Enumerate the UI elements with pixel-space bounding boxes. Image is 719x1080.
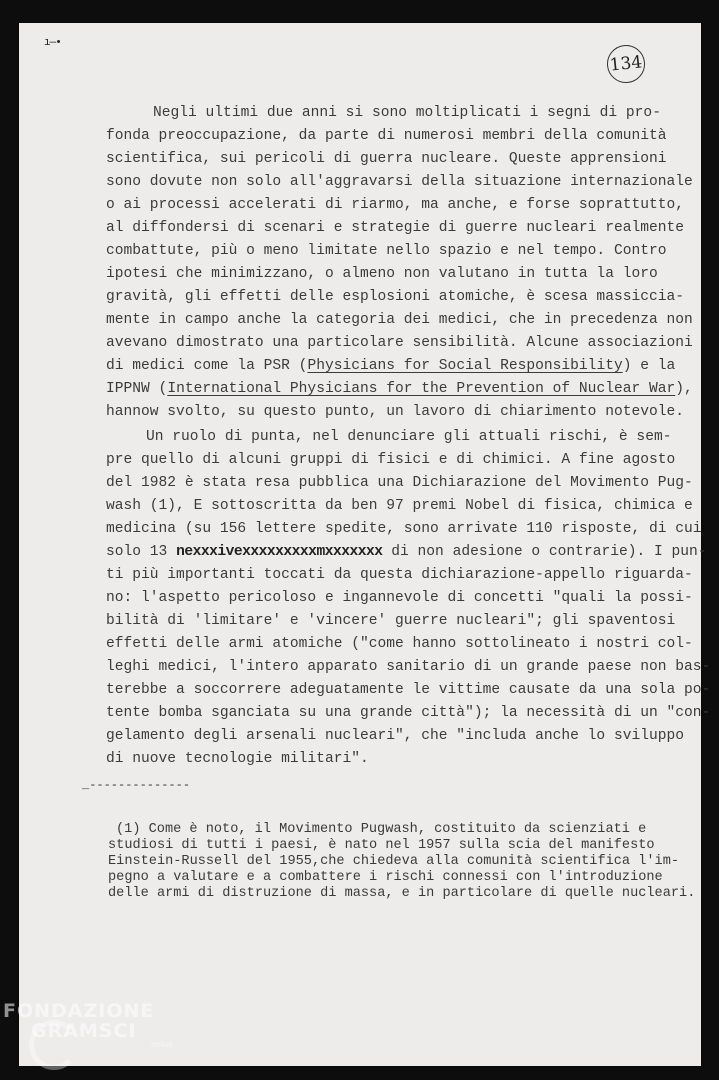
footnote-line: Einstein-Russell del 1955,che chiedeva alla comunità scientifica l'im-: [108, 854, 680, 869]
text-line: ipotesi che minimizzano, o almeno non valutano in tutta la loro: [106, 266, 658, 282]
text-line: medicina (su 156 lettere spedite, sono arrivate 110 risposte, di cui: [106, 521, 702, 537]
text-line: [106, 357, 675, 375]
text-line: o ai processi accelerati di riarmo, ma anche, e forse soprattutto,: [106, 197, 685, 213]
footnote-line: studiosi di tutti i paesi, è nato nel 1957 sulla scia del manifesto: [108, 838, 655, 853]
text-line: [106, 543, 707, 561]
text-fragment: IPPNW (: [106, 381, 168, 397]
gramsci-logo-icon: [29, 1020, 79, 1070]
text-fragment: solo 13: [106, 544, 177, 560]
text-line: terebbe a soccorrere adeguatamente le vittime causate da una sola po-: [106, 682, 711, 698]
text-line: ti più importanti toccati da questa dichiarazione-appello riguarda-: [106, 567, 693, 583]
text-line: Negli ultimi due anni si sono moltiplicati i segni di pro-: [153, 105, 661, 121]
text-line: gravità, gli effetti delle esplosioni atomiche, è scesa massiccia-: [106, 289, 685, 305]
text-fragment: ) e la: [622, 358, 676, 374]
text-line: tente bomba sganciata su una grande città"); la necessità di un "con-: [106, 705, 711, 721]
archive-watermark: [3, 1000, 172, 1049]
text-line: mente in campo anche la categoria dei medici, che in precedenza non: [106, 312, 693, 328]
text-line: pre quello di alcuni gruppi di fisici e di chimici. A fine agosto: [106, 452, 676, 468]
text-fragment: di non adesione o contrarie). I pun-: [382, 544, 707, 560]
text-line: scientifica, sui pericoli di guerra nucleare. Queste apprensioni: [106, 151, 667, 167]
footnote-line: (1) Come è noto, il Movimento Pugwash, costituito da scienziati e: [116, 822, 647, 837]
text-line: combattute, più o meno limitate nello spazio e nel tempo. Contro: [106, 243, 667, 259]
text-line: Un ruolo di punta, nel denunciare gli attuali rischi, è sem-: [146, 429, 672, 445]
text-line: gelamento degli arsenali nucleari", che "includa anche lo sviluppo: [106, 728, 685, 744]
text-fragment: ),: [675, 381, 693, 397]
text-line: avevano dimostrato una particolare sensibilità. Alcune associazioni: [106, 335, 693, 351]
text-line: [106, 380, 693, 398]
text-line: di nuove tecnologie militari".: [106, 751, 369, 767]
text-line: no: l'aspetto pericoloso e ingannevole di concetti "quali la possi-: [106, 590, 693, 606]
text-line: wash (1), E sottoscritta da ben 97 premi Nobel di fisica, chimica e: [106, 498, 693, 514]
watermark-line2: GRAMSCI: [31, 1020, 137, 1042]
text-line: del 1982 è stata resa pubblica una Dichiarazione del Movimento Pug-: [106, 475, 693, 491]
watermark-suffix: onlus: [151, 1040, 173, 1049]
corner-mark: ı—•: [44, 37, 61, 49]
text-line: leghi medici, l'intero apparato sanitario di un grande paese non bas-: [106, 659, 711, 675]
struck-out-text: nexxxivexxxxxxxxxmxxxxxxx: [176, 544, 383, 560]
watermark-line1: FONDAZIONE: [3, 1000, 155, 1022]
text-line: hannow svolto, su questo punto, un lavoro di chiarimento notevole.: [106, 404, 685, 420]
text-line: bilità di 'limitare' e 'vincere' guerre nucleari"; gli spaventosi: [106, 613, 676, 629]
circled-page-number: 134: [605, 43, 647, 85]
text-line: al diffondersi di scenari e strategie di guerre nucleari realmente: [106, 220, 685, 236]
text-line: effetti delle armi atomiche ("come hanno sottolineato i nostri col-: [106, 636, 693, 652]
underlined-organization-name: Physicians for Social Responsibility: [307, 358, 623, 374]
footnote-line: delle armi di distruzione di massa, e in particolare di quelle nucleari.: [108, 886, 696, 901]
text-line: sono dovute non solo all'aggravarsi della situazione internazionale: [106, 174, 693, 190]
text-line: fonda preoccupazione, da parte di numerosi membri della comunità: [106, 128, 667, 144]
footnote-line: pegno a valutare e a combattere i rischi connessi con l'introduzione: [108, 870, 663, 885]
underlined-organization-name: International Physicians for the Prevention of Nuclear War: [167, 381, 676, 397]
text-fragment: di medici come la PSR (: [106, 358, 308, 374]
footnote-separator: _--------------: [82, 778, 191, 792]
